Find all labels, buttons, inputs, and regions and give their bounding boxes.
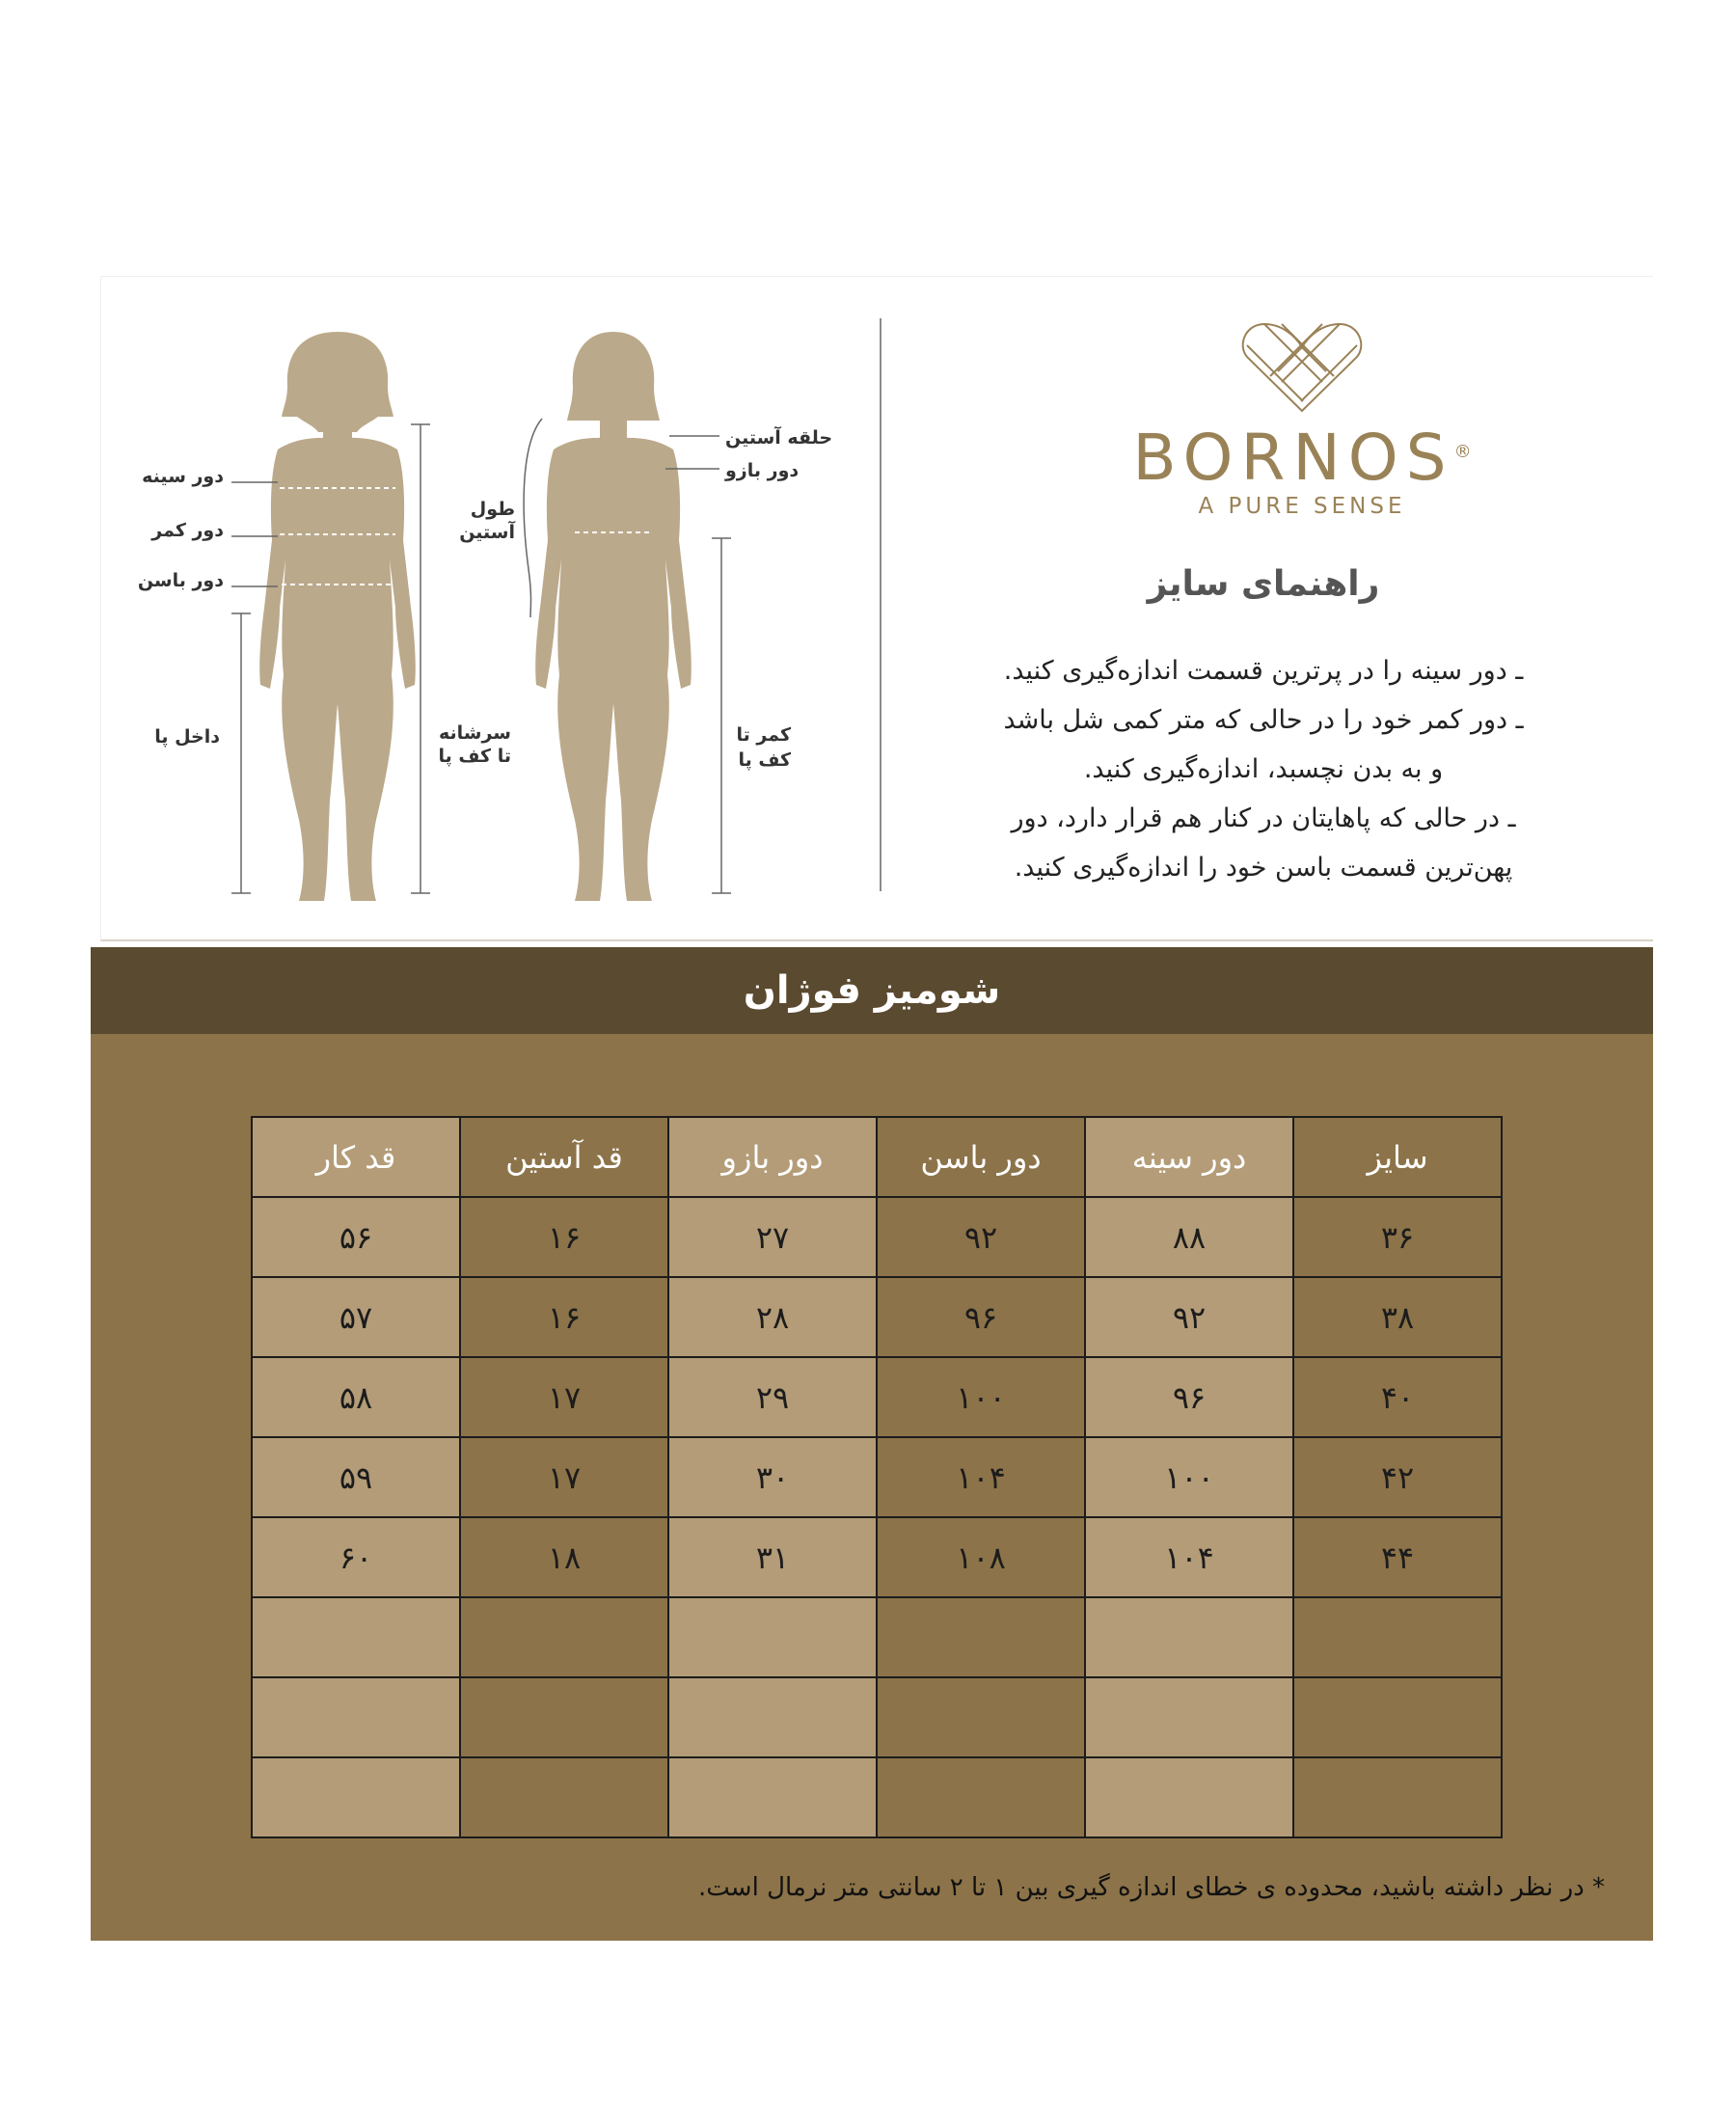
table-cell: ۱۰۰ bbox=[877, 1357, 1085, 1437]
table-cell: ۵۸ bbox=[252, 1357, 460, 1437]
table-cell bbox=[1085, 1757, 1293, 1837]
table-cell: ۶۰ bbox=[252, 1517, 460, 1597]
table-cell bbox=[1293, 1757, 1502, 1837]
instruction-line: ـ در حالی که پاهایتان در کنار هم قرار دارد، دور bbox=[1011, 803, 1516, 833]
label-waist-to-floor-1: کمر تا bbox=[736, 724, 791, 746]
table-cell bbox=[460, 1757, 668, 1837]
label-armhole: حلقه آستین bbox=[725, 427, 833, 449]
table-row bbox=[252, 1757, 1502, 1837]
col-header-size: سایز bbox=[1293, 1117, 1502, 1197]
table-cell: ۹۶ bbox=[1085, 1357, 1293, 1437]
instruction-line: ـ دور کمر خود را در حالی که متر کمی شل باشد bbox=[1003, 705, 1524, 735]
table-cell: ۱۷ bbox=[460, 1357, 668, 1437]
table-cell bbox=[668, 1757, 877, 1837]
table-cell: ۱۶ bbox=[460, 1197, 668, 1277]
col-header-hip: دور باسن bbox=[877, 1117, 1085, 1197]
col-header-upper-arm: دور بازو bbox=[668, 1117, 877, 1197]
brand-name: BORNOS® bbox=[1132, 421, 1472, 495]
instruction-line: ـ دور سینه را در پرترین قسمت اندازه‌گیری کنید. bbox=[1003, 656, 1524, 686]
col-header-sleeve-length: قد آستین bbox=[460, 1117, 668, 1197]
label-waist: دور کمر bbox=[151, 520, 224, 541]
table-cell bbox=[877, 1597, 1085, 1677]
table-cell: ۱۰۰ bbox=[1085, 1437, 1293, 1517]
front-figure bbox=[259, 332, 416, 901]
label-hip: دور باسن bbox=[137, 570, 224, 591]
brand-block bbox=[1013, 318, 1591, 519]
size-table bbox=[251, 1116, 1503, 1838]
table-cell: ۹۲ bbox=[1085, 1277, 1293, 1357]
table-cell: ۵۶ bbox=[252, 1197, 460, 1277]
table-cell: ۱۶ bbox=[460, 1277, 668, 1357]
table-row bbox=[252, 1437, 1502, 1517]
table-row bbox=[252, 1357, 1502, 1437]
table-cell: ۲۹ bbox=[668, 1357, 877, 1437]
measurement-tolerance-note: * در نظر داشته باشید، محدوده ی خطای اندازه گیری بین ۱ تا ۲ سانتی متر نرمال است. bbox=[698, 1873, 1605, 1902]
table-cell: ۴۲ bbox=[1293, 1437, 1502, 1517]
product-title-banner: شومیز فوژان bbox=[91, 947, 1653, 1034]
table-cell bbox=[668, 1677, 877, 1757]
section-divider bbox=[880, 318, 882, 891]
table-row bbox=[252, 1677, 1502, 1757]
label-waist-to-floor-2: کف پا bbox=[738, 749, 791, 771]
table-cell: ۳۶ bbox=[1293, 1197, 1502, 1277]
label-inseam: داخل پا bbox=[154, 726, 220, 748]
body-measurement-diagram bbox=[116, 318, 868, 907]
table-cell: ۸۸ bbox=[1085, 1197, 1293, 1277]
table-row bbox=[252, 1277, 1502, 1357]
table-cell bbox=[460, 1597, 668, 1677]
table-cell bbox=[877, 1757, 1085, 1837]
table-cell: ۱۸ bbox=[460, 1517, 668, 1597]
table-cell bbox=[1085, 1677, 1293, 1757]
table-cell bbox=[1293, 1597, 1502, 1677]
table-cell: ۴۴ bbox=[1293, 1517, 1502, 1597]
col-header-chest: دور سینه bbox=[1085, 1117, 1293, 1197]
table-cell bbox=[252, 1597, 460, 1677]
table-cell: ۳۰ bbox=[668, 1437, 877, 1517]
table-cell: ۵۷ bbox=[252, 1277, 460, 1357]
table-header-row bbox=[252, 1117, 1502, 1197]
size-table-panel bbox=[91, 1034, 1653, 1941]
table-cell bbox=[252, 1677, 460, 1757]
table-cell bbox=[1293, 1677, 1502, 1757]
table-cell: ۳۸ bbox=[1293, 1277, 1502, 1357]
label-sleeve-1: طول bbox=[470, 499, 515, 520]
table-cell bbox=[877, 1677, 1085, 1757]
table-cell: ۹۶ bbox=[877, 1277, 1085, 1357]
table-cell: ۹۲ bbox=[877, 1197, 1085, 1277]
instruction-line: و به بدن نچسبد، اندازه‌گیری کنید. bbox=[1083, 754, 1444, 784]
table-cell bbox=[460, 1677, 668, 1757]
instruction-line: پهن‌ترین قسمت باسن خود را اندازه‌گیری کنید. bbox=[1014, 853, 1513, 883]
table-row bbox=[252, 1597, 1502, 1677]
measurement-instructions bbox=[926, 646, 1601, 892]
table-row bbox=[252, 1197, 1502, 1277]
brand-tagline: A PURE SENSE bbox=[1198, 494, 1406, 519]
table-cell bbox=[1085, 1597, 1293, 1677]
table-cell: ۱۷ bbox=[460, 1437, 668, 1517]
table-cell: ۱۰۸ bbox=[877, 1517, 1085, 1597]
table-row bbox=[252, 1517, 1502, 1597]
bornos-logo-icon bbox=[1239, 318, 1365, 415]
label-upper-arm: دور بازو bbox=[725, 460, 800, 481]
table-cell: ۳۱ bbox=[668, 1517, 877, 1597]
table-cell bbox=[252, 1757, 460, 1837]
label-shoulder-to-floor-1: سرشانه bbox=[439, 722, 511, 744]
label-sleeve-2: آستین bbox=[459, 522, 515, 543]
back-figure bbox=[535, 332, 692, 901]
table-cell: ۲۷ bbox=[668, 1197, 877, 1277]
table-cell bbox=[668, 1597, 877, 1677]
size-guide-title: راهنمای سایز bbox=[1147, 564, 1380, 604]
table-cell: ۴۰ bbox=[1293, 1357, 1502, 1437]
table-cell: ۵۹ bbox=[252, 1437, 460, 1517]
table-cell: ۱۰۴ bbox=[1085, 1517, 1293, 1597]
registered-mark: ® bbox=[1453, 442, 1472, 462]
label-chest: دور سینه bbox=[142, 466, 224, 487]
table-cell: ۲۸ bbox=[668, 1277, 877, 1357]
table-cell: ۱۰۴ bbox=[877, 1437, 1085, 1517]
label-shoulder-to-floor-2: تا کف پا bbox=[438, 746, 511, 767]
col-header-garment-length: قد کار bbox=[252, 1117, 460, 1197]
